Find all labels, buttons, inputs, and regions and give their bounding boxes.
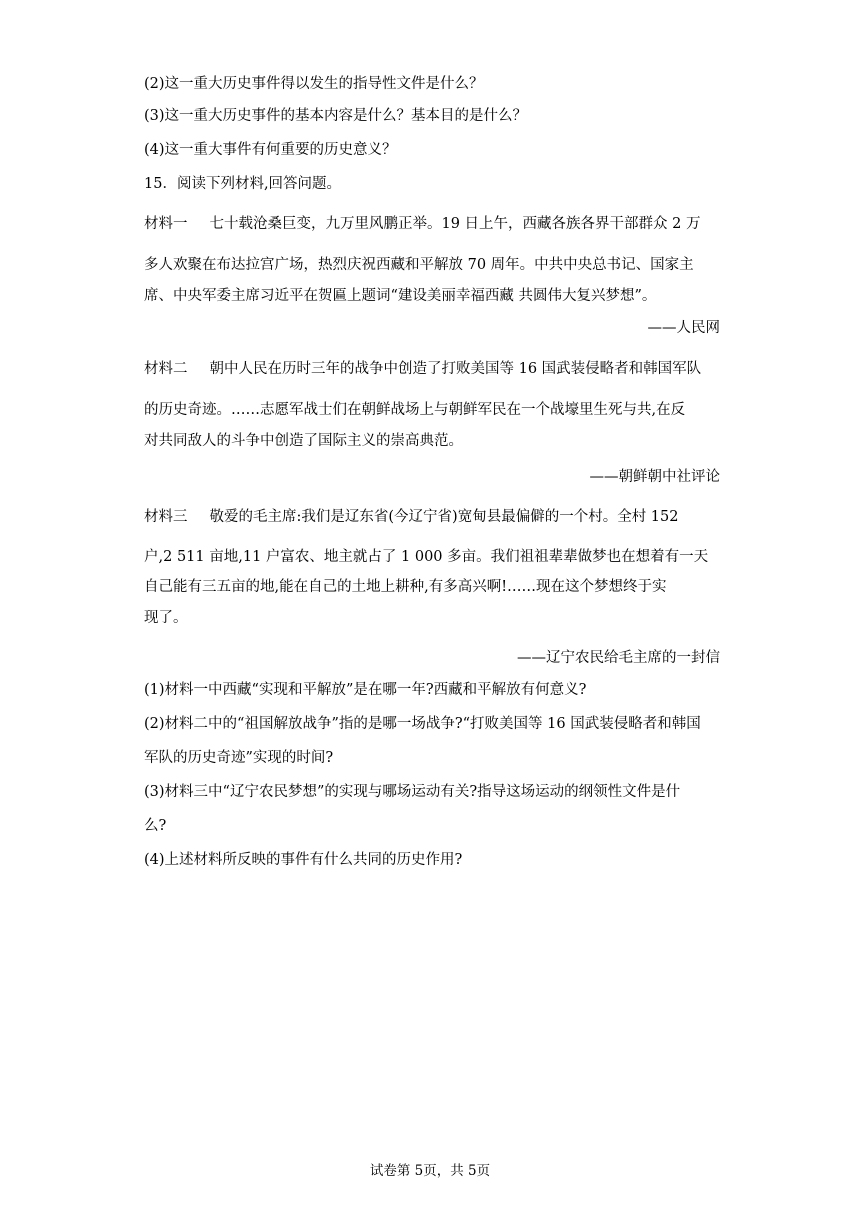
question-2: (2)这一重大历史事件得以发生的指导性文件是什么？ bbox=[144, 76, 484, 92]
material-3-line-2: 户,2 511 亩地,11 户富农、地主就占了 1 000 多亩。我们祖祖辈辈做梦也在想着有一天 bbox=[144, 549, 709, 565]
q15-question-2-line-2: 军队的历史奇迹”实现的时间? bbox=[144, 750, 334, 766]
material-3-line-3: 自己能有三五亩的地,能在自己的土地上耕种,有多高兴啊!……现在这个梦想终于实 bbox=[144, 579, 667, 595]
question-3: (3)这一重大历史事件的基本内容是什么？基本目的是什么？ bbox=[144, 108, 528, 124]
q15-question-2-line-1: (2)材料二中的“祖国解放战争”指的是哪一场战争?“打败美国等 16 国武装侵略者和韩国 bbox=[144, 716, 701, 732]
material-2-source: ——朝鲜朝中社评论 bbox=[589, 469, 720, 485]
material-2-line-1 bbox=[144, 359, 720, 379]
question-4: (4)这一重大事件有何重要的历史意义？ bbox=[144, 142, 397, 158]
material-2-line-2: 的历史奇迹。……志愿军战士们在朝鲜战场上与朝鲜军民在一个战壕里生死与共,在反 bbox=[144, 402, 686, 418]
material-1-line-3: 席、中央军委主席习近平在贺匾上题词“建设美丽幸福西藏 共圆伟大复兴梦想”。 bbox=[144, 288, 657, 304]
q15-question-3-line-1: (3)材料三中“辽宁农民梦想”的实现与哪场运动有关?指导这场运动的纲领性文件是什 bbox=[144, 784, 681, 800]
material-1-line-2: 多人欢聚在布达拉宫广场，热烈庆祝西藏和平解放 70 周年。中共中央总书记、国家主 bbox=[144, 257, 694, 273]
material-1-line-1 bbox=[144, 214, 720, 234]
material-2-text: 朝中人民在历时三年的战争中创造了打败美国等 16 国武装侵略者和韩国军队 bbox=[209, 361, 702, 377]
page-footer: 试卷第 5页，共 5页 bbox=[369, 1163, 491, 1179]
material-2-line-3: 对共同敌人的斗争中创造了国际主义的崇高典范。 bbox=[144, 433, 463, 449]
q15-question-4: (4)上述材料所反映的事件有什么共同的历史作用? bbox=[144, 852, 463, 868]
material-1-source: ——人民网 bbox=[647, 320, 720, 336]
material-1-label: 材料一 bbox=[144, 216, 188, 232]
material-3-label: 材料三 bbox=[144, 509, 188, 525]
material-3-source: ——辽宁农民给毛主席的一封信 bbox=[517, 650, 720, 666]
material-2-label: 材料二 bbox=[144, 361, 188, 377]
q15-question-1: (1)材料一中西藏“实现和平解放”是在哪一年?西藏和平解放有何意义? bbox=[144, 682, 587, 698]
material-3-line-1 bbox=[144, 507, 720, 527]
question-15-title: 15．阅读下列材料,回答问题。 bbox=[144, 176, 342, 192]
material-3-text: 敬爱的毛主席:我们是辽东省(今辽宁省)宽甸县最偏僻的一个村。全村 152 bbox=[209, 509, 679, 525]
material-3-line-4: 现了。 bbox=[144, 610, 188, 626]
q15-question-3-line-2: 么? bbox=[144, 818, 167, 834]
material-1-text: 七十载沧桑巨变，九万里风鹏正举。19 日上午，西藏各族各界干部群众 2 万 bbox=[209, 216, 701, 232]
